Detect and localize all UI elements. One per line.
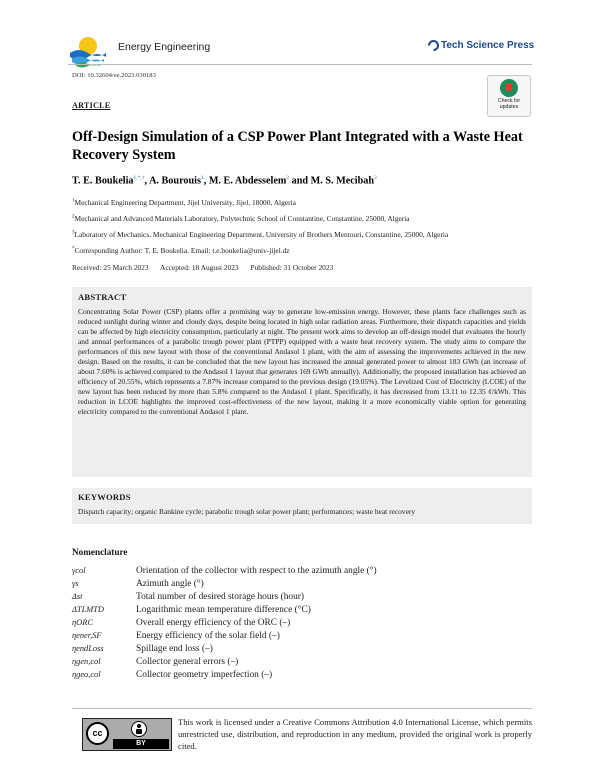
nomenclature-symbol: γcol — [72, 566, 86, 575]
attribution-icon — [131, 721, 147, 737]
footer-rule — [72, 708, 532, 709]
nomenclature-row — [72, 657, 532, 670]
nomenclature-row — [72, 579, 532, 592]
journal-logo — [68, 29, 108, 69]
nomenclature-definition: Azimuth angle (°) — [136, 579, 204, 589]
nomenclature-heading: Nomenclature — [72, 547, 128, 557]
nomenclature-symbol: ΔTLMTD — [72, 605, 104, 614]
nomenclature-row — [72, 644, 532, 657]
affiliation — [72, 230, 448, 239]
corresponding-author — [72, 246, 290, 255]
published-date: Published: 31 October 2023 — [250, 263, 334, 272]
nomenclature-row — [72, 618, 532, 631]
affiliation-text: Corresponding Author: T. E. Boukelia. Email: t.e.boukelia@univ-jijel.dz — [74, 246, 290, 255]
affiliation-number: 1 — [72, 198, 75, 204]
cc-icon: cc — [86, 722, 109, 745]
nomenclature-definition: Total number of desired storage hours (hour) — [136, 592, 305, 602]
license-text: This work is licensed under a Creative Commons Attribution 4.0 International License, which permits unrestricted use, distribution, and reproduction in any medium, provided the original work is properly cited. — [178, 717, 532, 751]
journal-name: Energy Engineering — [118, 41, 211, 53]
nomenclature-symbol: ηgeo,col — [72, 670, 101, 679]
updates-label: updates — [499, 104, 519, 110]
nomenclature-symbol: γs — [72, 579, 79, 588]
author-name: T. E. Boukelia — [72, 175, 134, 187]
nomenclature-definition: Logarithmic mean temperature difference (°C) — [136, 605, 311, 615]
received-date: Received: 25 March 2023 — [72, 263, 149, 272]
affiliation — [72, 198, 296, 207]
nomenclature-definition: Collector general errors (–) — [136, 657, 239, 667]
by-label: BY — [113, 739, 169, 749]
nomenclature-definition: Collector geometry imperfection (–) — [136, 670, 273, 680]
affiliation-text: Mechanical Engineering Department, Jijel University, Jijel, 18000, Algeria — [74, 198, 296, 207]
header-rule — [68, 64, 532, 65]
nomenclature-row — [72, 670, 532, 683]
nomenclature-definition: Overall energy efficiency of the ORC (–) — [136, 618, 291, 628]
nomenclature-symbol: ηener,SF — [72, 631, 102, 640]
nomenclature-symbol: Δst — [72, 592, 83, 601]
nomenclature-row — [72, 631, 532, 644]
check-for-updates-badge[interactable] — [487, 75, 531, 117]
affiliation — [72, 214, 410, 223]
keywords-box — [72, 488, 532, 524]
bookmark-icon — [500, 79, 518, 97]
article-type: ARTICLE — [72, 101, 111, 110]
keywords-text: Dispatch capacity; organic Rankine cycle; parabolic trough solar power plant; performances; waste heat recovery — [78, 507, 416, 516]
publisher-name — [428, 40, 534, 51]
check-for-label: Check for — [497, 98, 521, 104]
tsp-logo-icon — [428, 40, 439, 51]
nomenclature-definition: Energy efficiency of the solar field (–) — [136, 631, 280, 641]
cc-by-badge[interactable] — [82, 718, 172, 751]
author-mark[interactable]: 1 — [200, 175, 204, 181]
abstract-text: Concentrating Solar Power (CSP) plants offer a promising way to generate low-emission energy. However, these plants face challenges such as reduced sunlight during winter and cloudy days, despite being located in high solar radiation areas. Furthermore, their dispatch capacities and yields can be affected by high electricity consumption, particularly at night. The present work aims to develop an off-design model that evaluates the hourly and annual performances of a parabolic trough power plant (PTPP) equipped with a waste heat recovery system. The study aims to compare the performances of this new layout with those of the conventional Andasol 1 plant, with the aim of assessing the improvements achieved in the new design. Based on the results, it can be concluded that the new layout has increased the annual generated power to almost 183 GWh (an increase of about 7.60% is achieved compared to the Andasol 1 layout that generates 169 GWh annually). Additionally, the proposed installation has achieved an efficiency of 20.55%, which represents a 7.87% increase compared to the previous design (19.05%). The Levelized Cost of Electricity (LCOE) of the new layout has been reduced by more than 5.8% compared to the Andasol 1 plant. Specifically, it has decreased from 13.11 to 12.35 ¢/kWh. This reduction in LCOE highlights the improved cost-effectiveness of the new layout, making it a more economically viable option for generating electricity compared to the conventional Andasol 1 plant. — [78, 307, 526, 417]
keywords-heading: KEYWORDS — [78, 492, 131, 502]
paper-title: Off-Design Simulation of a CSP Power Plant Integrated with a Waste Heat Recovery System — [72, 129, 523, 163]
affiliation-number: * — [72, 246, 75, 252]
accepted-date: Accepted: 18 August 2023 — [160, 263, 239, 272]
nomenclature-definition: Spillage end loss (–) — [136, 644, 213, 654]
author-mark[interactable]: 2 — [286, 175, 290, 181]
nomenclature-definition: Orientation of the collector with respect to the azimuth angle (°) — [136, 566, 377, 576]
nomenclature-row — [72, 605, 532, 618]
publication-dates — [72, 263, 343, 272]
affiliation-number: 2 — [72, 214, 75, 220]
nomenclature-symbol: ηgen,col — [72, 657, 101, 666]
author-name: M. E. Abdesselem — [208, 175, 287, 187]
author-mark[interactable]: 1,*,† — [133, 175, 145, 181]
doi[interactable]: DOI: 10.32604/ee.2023.030183 — [72, 72, 156, 79]
author-name: M. S. Mecibah — [310, 175, 375, 187]
affiliation-text: Laboratory of Mechanics, Mechanical Engineering Department, University of Brothers Mentouri, Constantine, 25000, Algeria — [74, 230, 449, 239]
nomenclature-symbol: ηendLoss — [72, 644, 104, 653]
nomenclature-symbol: ηORC — [72, 618, 93, 627]
author-mark[interactable]: 3 — [374, 175, 377, 181]
nomenclature-row — [72, 592, 532, 605]
affiliation-text: Mechanical and Advanced Materials Laboratory, Polytechnic School of Constantine, Constantine, 25000, Algeria — [74, 214, 410, 223]
publisher-label: Tech Science Press — [441, 40, 535, 51]
affiliation-number: 3 — [72, 230, 75, 236]
author-list: T. E. Boukelia$^{1,*,\dagger}$, A. Bourouis$^1$, M. E. Abdesselem$^2$ and M. S. Mecibah$^3$ — [72, 175, 377, 187]
author-name: A. Bourouis — [149, 175, 201, 187]
abstract-heading: ABSTRACT — [78, 292, 127, 302]
nomenclature-row — [72, 566, 532, 579]
